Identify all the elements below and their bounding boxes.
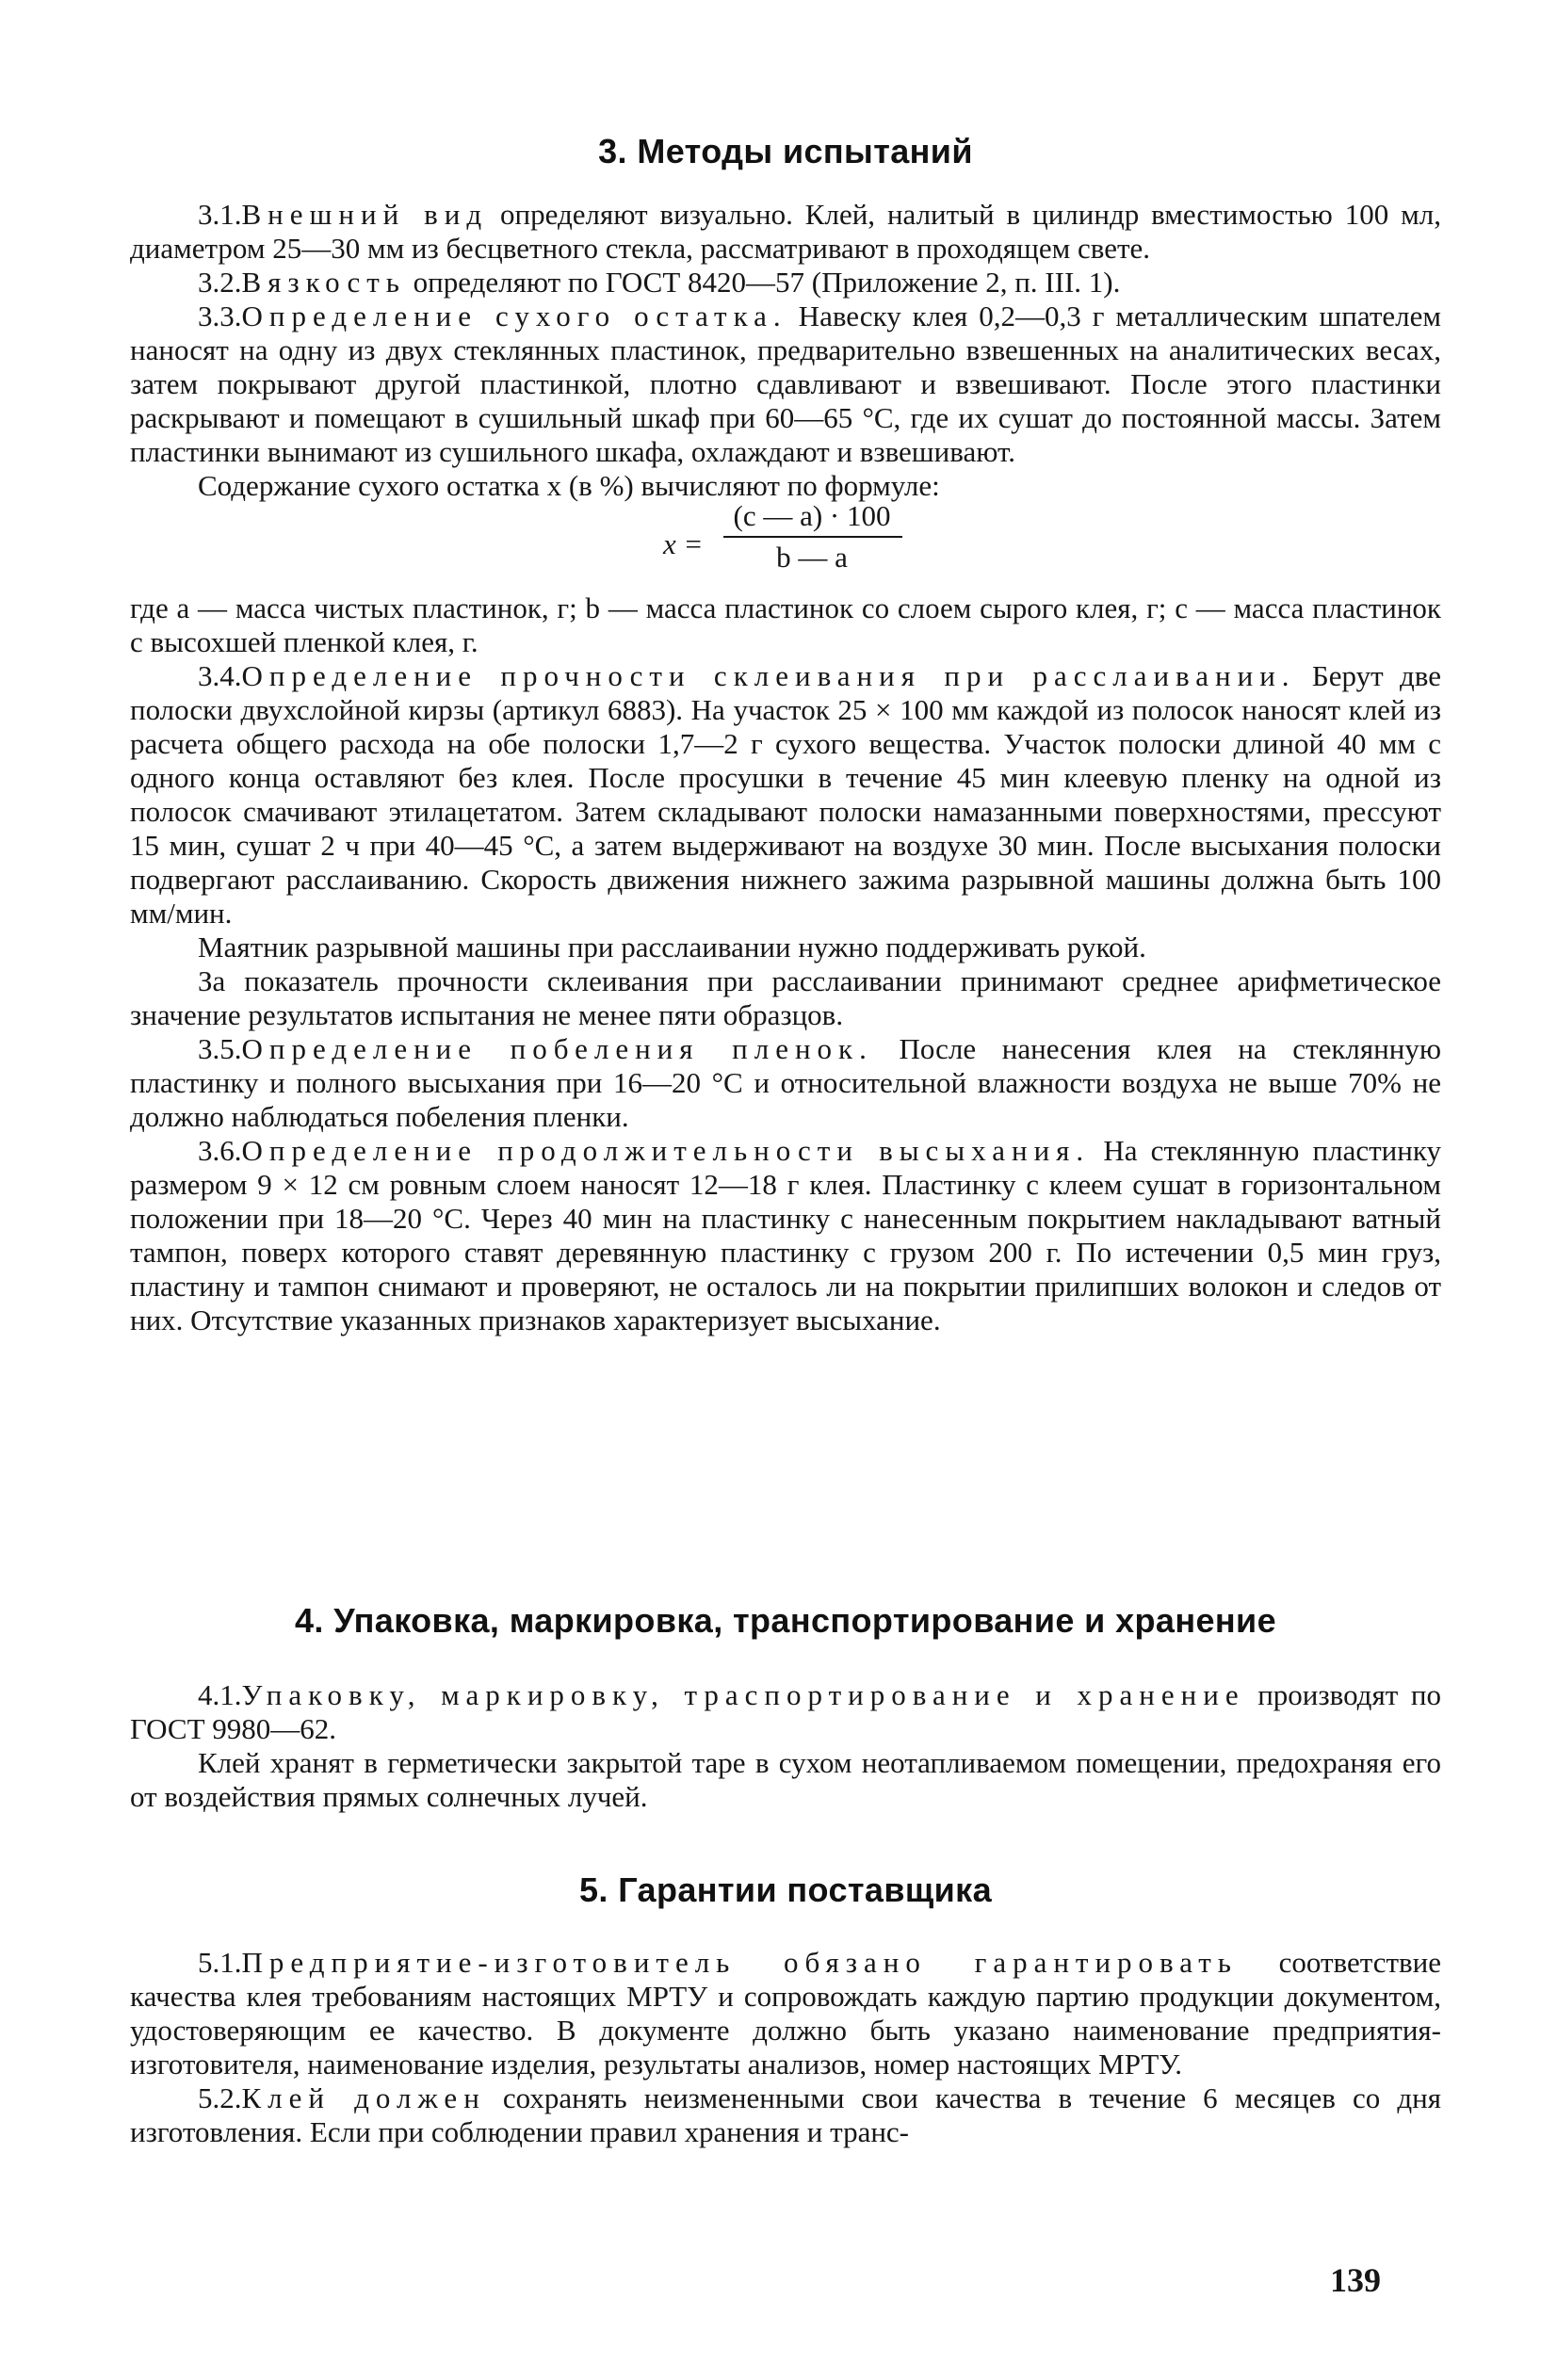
formula-denominator: b — a [776,541,848,574]
section-4-title: 4. Упаковка, маркировка, транспортирование и хранение [295,1601,1276,1640]
paragraph-3-4-extra-1: Маятник разрывной машины при расслаивании нужно поддерживать рукой. [198,931,1146,963]
paragraph-3-3-formula-intro: Содержание сухого остатка x (в %) вычисляют по формуле: [198,469,940,502]
section-4-body [130,1678,1441,1814]
paragraph-4-1-extra: Клей хранят в герметически закрытой таре в сухом неотапливаемом помещении, предохраняя его от воздействия прямых солнечных лучей. [130,1746,1441,1813]
section-5-body [130,1946,1441,2149]
paragraph-3-1: 3.1.Внешний вид определяют визуально. Клей, налитый в цилиндр вместимостью 100 мл, диаметром 25—30 мм из бесцветного стекла, рассматривают в проходящем свете. [130,198,1441,265]
paragraph-3-4: 3.4.Определение прочности склеивания при расслаивании. Берут две полоски двухслойной кирзы (артикул 6883). На участок 25 × 100 мм каждой из полосок наносят клей из расчета общего расхода на обе полоски 1,7—2 г сухого вещества. Участок полоски длиной 40 мм с одного конца оставляют без клея. После просушки в течение 45 мин клеевую пленку на одной из полосок смачивают этилацетатом. Затем складывают полоски намазанными поверхностями, прессуют 15 мин, сушат 2 ч при 40—45 °С, а затем выдерживают на воздухе 30 мин. После высыхания полоски подвергают расслаиванию. Скорость движения нижнего зажима разрывной машины должна быть 100 мм/мин. [130,659,1441,930]
paragraph-3-2: 3.2.Вязкость определяют по ГОСТ 8420—57 (Приложение 2, п. III. 1). [198,266,1121,299]
paragraph-3-5: 3.5.Определение побеления пленок. После нанесения клея на стеклянную пластинку и полного высыхания при 16—20 °С и относительной влажности воздуха не выше 70% не должно наблюдаться побеления пленки. [130,1032,1442,1133]
formula-lhs: x = [663,527,704,560]
paragraph-5-2: 5.2.Клей должен сохранять неизмененными свои качества в течение 6 месяцев со дня изготовления. Если при соблюдении правил хранения и транс- [130,2081,1441,2148]
formula-fraction-bar [723,536,902,538]
paragraph-3-4-extra-2: За показатель прочности склеивания при расслаивании принимают среднее арифметическое значение результатов испытания не менее пяти образцов. [130,964,1441,1031]
paragraph-3-3-where: где a — масса чистых пластинок, г; b — масса пластинок со слоем сырого клея, г; c — масса пластинок с высохшей пленкой клея, г. [130,591,1441,658]
paragraph-3-3: 3.3.Определение сухого остатка. Навеску клея 0,2—0,3 г металлическим шпателем наносят на одну из двух стеклянных пластинок, предварительно взвешенных на аналитических весах, затем покрывают другой пластинкой, плотно сдавливают и взвешивают. После этого пластинки раскрывают и помещают в сушильный шкаф при 60—65 °С, где их сушат до постоянной массы. Затем пластинки вынимают из сушильного шкафа, охлаждают и взвешивают. [130,300,1441,468]
paragraph-3-6: 3.6.Определение продолжительности высыхания. На стеклянную пластинку размером 9 × 12 см ровным слоем наносят 12—18 г клея. Пластинку с клеем сушат в горизонтальном положении при 18—20 °С. Через 40 мин на пластинку с нанесенным покрытием накладывают ватный тампон, поверх которого ставят деревянную пластинку с грузом 200 г. По истечении 0,5 мин груз, пластину и тампон снимают и проверяют, не осталось ли на покрытии прилипших волокон и следов от них. Отсутствие указанных признаков характеризует высыхание. [130,1134,1441,1336]
formula-numerator: (c — a) · 100 [733,499,891,532]
paragraph-4-1: 4.1.Упаковку, маркировку, траспортирование и хранение производят по ГОСТ 9980—62. [130,1678,1441,1745]
section-5-title: 5. Гарантии поставщика [578,1870,993,1909]
paragraph-5-1: 5.1.Предприятие-изготовитель обязано гарантировать соответствие качества клея требованиям настоящих МРТУ и сопровождать каждую партию продукции документом, удостоверяющим ее качество. В документе должно быть указано наименование предприятия-изготовителя, наименование изделия, результаты анализов, номер настоящих МРТУ. [130,1946,1441,2080]
section-3-title: 3. Методы испытаний [598,132,973,170]
section-3-body [130,198,1441,1337]
dry-residue-formula [130,499,1441,590]
page-number: 139 [1330,2261,1381,2299]
